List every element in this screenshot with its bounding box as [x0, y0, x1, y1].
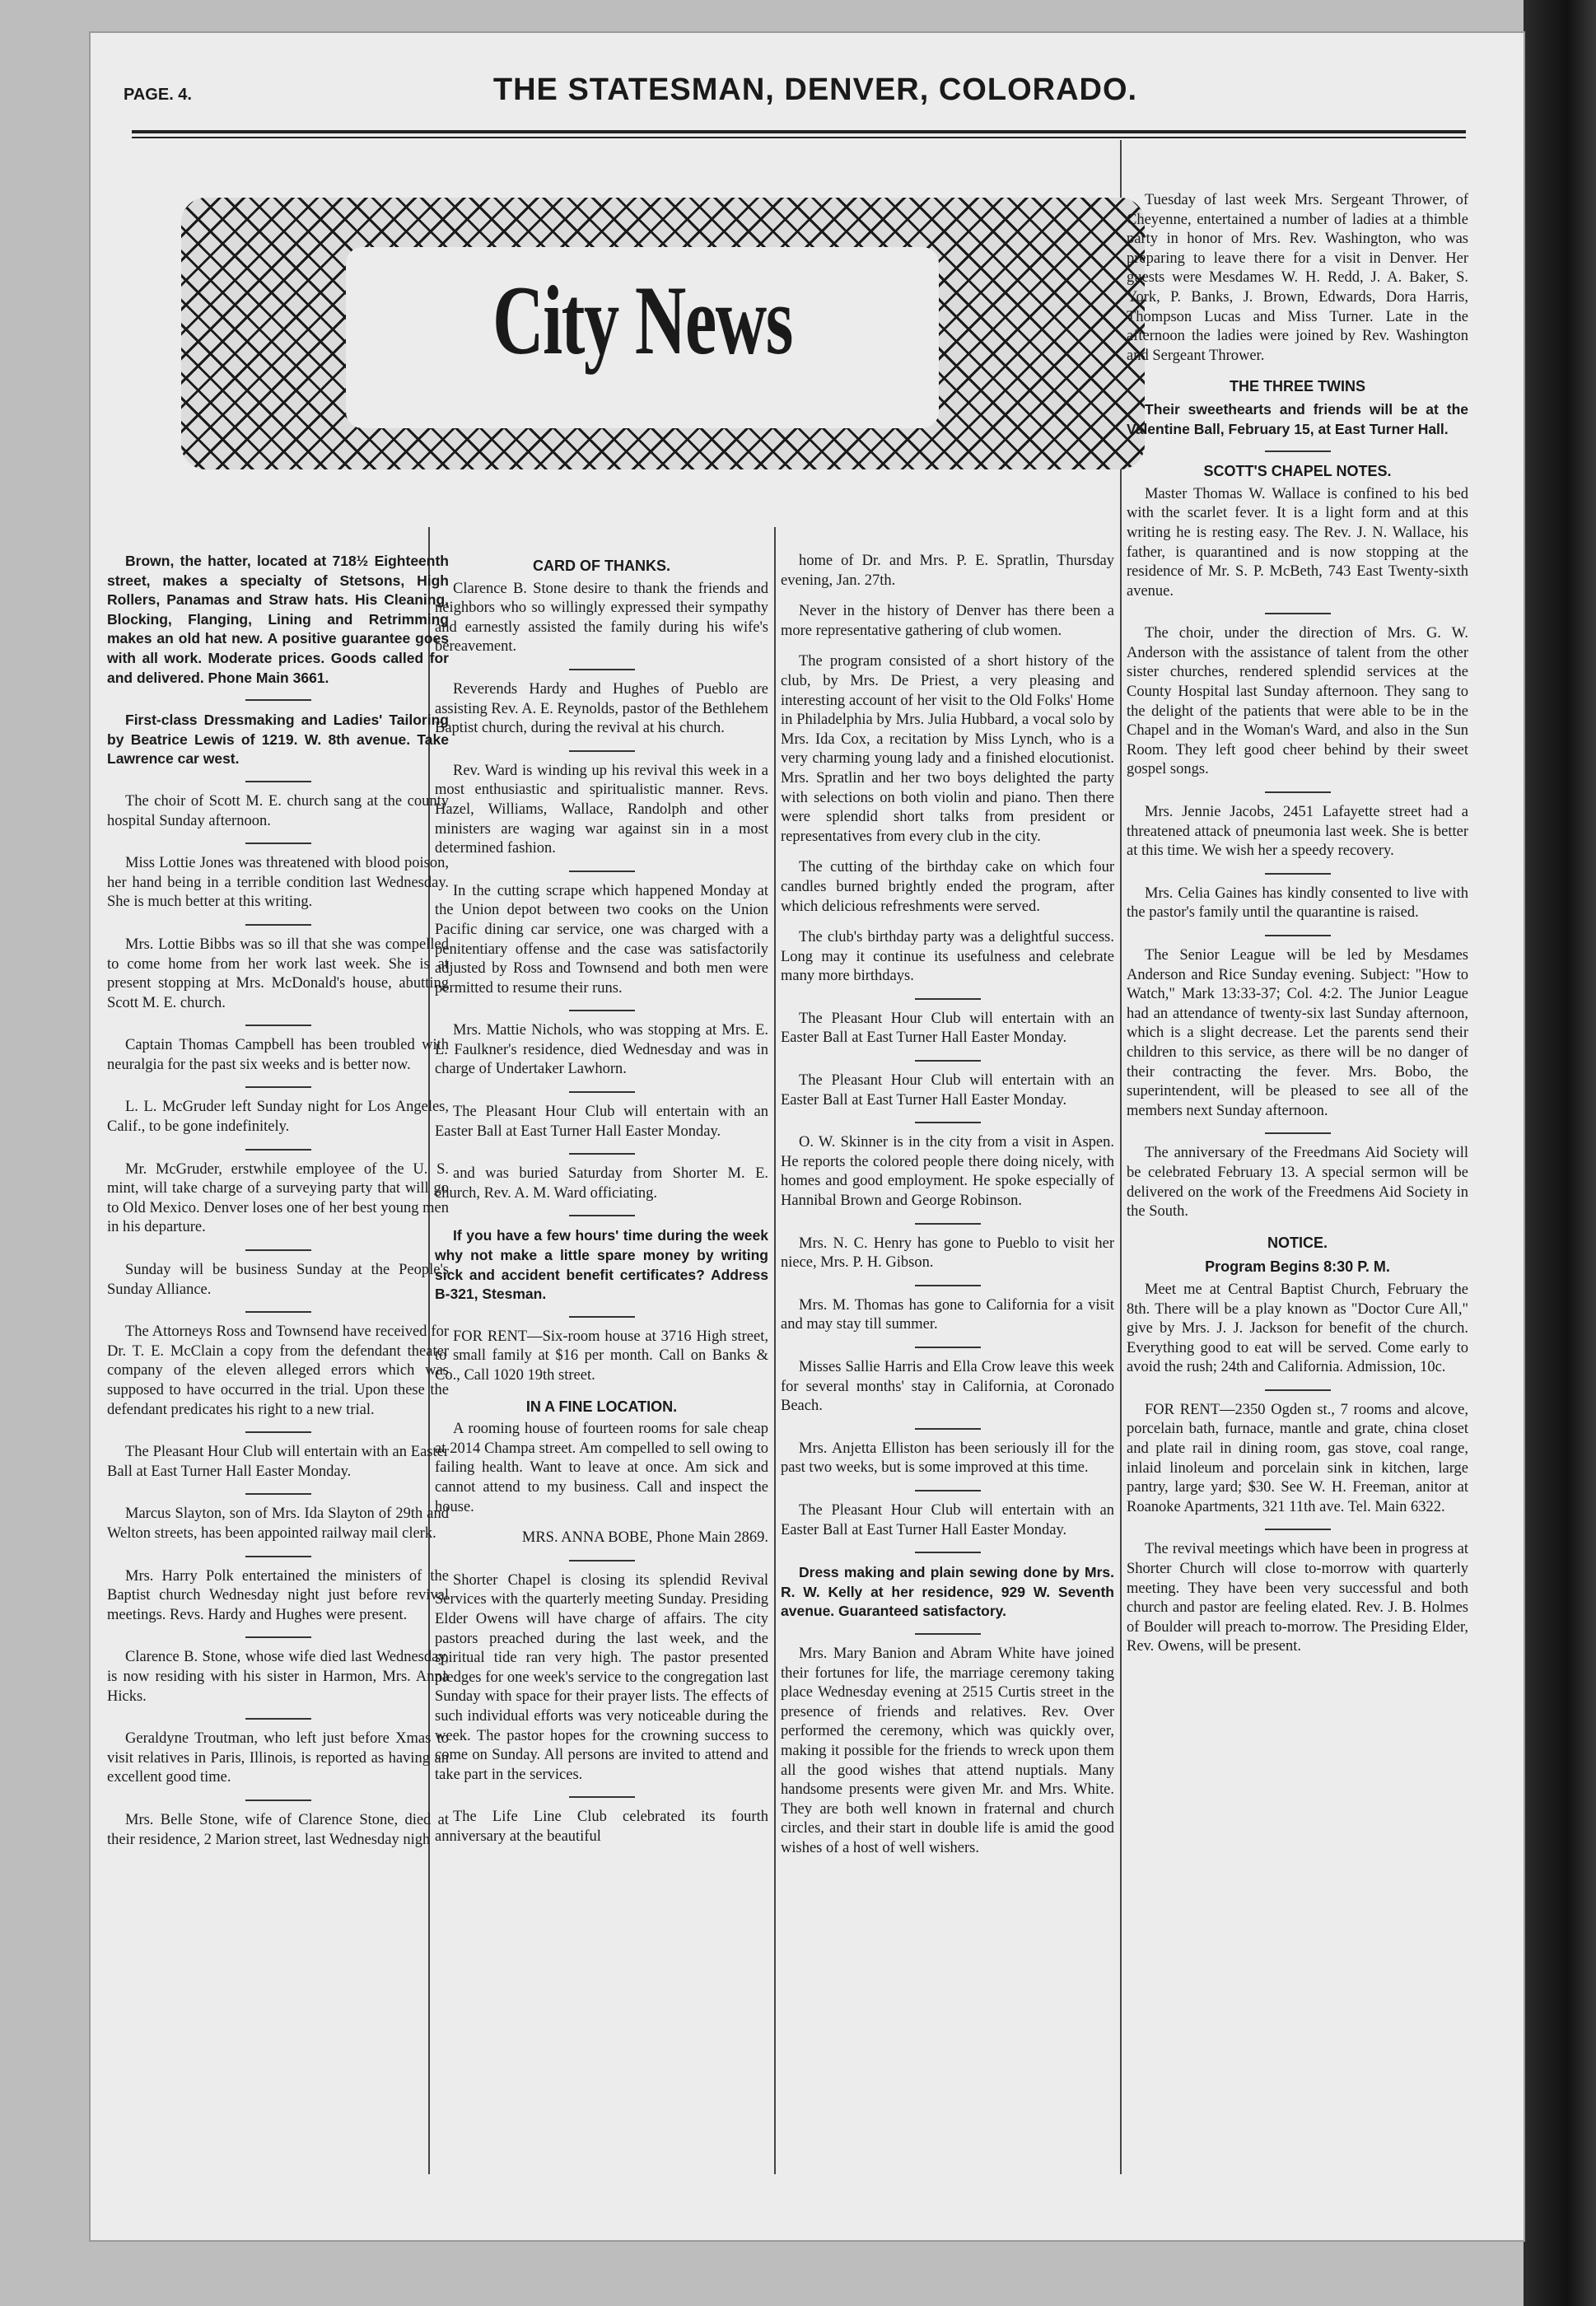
article-separator: [915, 1428, 981, 1430]
article-separator: [245, 1493, 311, 1495]
article-paragraph: Tuesday of last week Mrs. Sergeant Thrower, of Cheyenne, entertained a number of ladies at a thimble party in honor of Mrs. Rev. Washington, who was preparing to leave there for a visit in Denver. Her guests were Mesdames W. H. Redd, J. A. Baker, S. York, P. Banks, J. Brown, Edwards, Dora Harris, Thompson Lucas and Miss Turner. Late in the afternoon the ladies were joined by Rev. Washington and Sergeant Thrower.: [1127, 192, 1468, 364]
article-separator: [915, 1223, 981, 1225]
article-paragraph: Marcus Slayton, son of Mrs. Ida Slayton of 29th and Welton streets, has been appointed railway mail clerk.: [107, 1505, 449, 1542]
article-separator: [569, 1153, 635, 1155]
column-1: [107, 552, 449, 1861]
article-separator: [569, 1796, 635, 1798]
article-paragraph: The revival meetings which have been in progress at Shorter Church will close to-morrow with quarterly meeting. They have been very successful and both church and pastor are feeling elated. Rev. J. B. Holmes of Boulder will preach to-morrow. The Presiding Elder, Rev. Owens, will be present.: [1127, 1541, 1468, 1655]
article-paragraph: The cutting of the birthday cake on which four candles burned brightly ended the program, after which delicious refreshments were served.: [781, 859, 1114, 915]
article-separator: [915, 1347, 981, 1348]
article-paragraph: O. W. Skinner is in the city from a visit in Aspen. He reports the colored people there doing nicely, with homes and good employment. He spoke especially of Hannibal Brown and George Robinson.: [781, 1134, 1114, 1210]
article-paragraph: Captain Thomas Campbell has been troubled with neuralgia for the past six weeks and is better now.: [107, 1037, 449, 1073]
article-separator: [245, 1149, 311, 1151]
article-paragraph: Mrs. M. Thomas has gone to California for a visit and may stay till summer.: [781, 1296, 1114, 1333]
article-separator: [245, 1556, 311, 1557]
article-paragraph: L. L. McGruder left Sunday night for Los Angeles, Calif., to be gone indefinitely.: [107, 1099, 449, 1136]
article-heading: THE THREE TWINS: [1230, 378, 1365, 395]
article-separator: [569, 669, 635, 670]
article-separator: [569, 1560, 635, 1561]
article-separator: [245, 1025, 311, 1026]
article-separator: [1265, 1132, 1331, 1134]
page-number: PAGE. 4.: [124, 86, 192, 104]
article-separator: [1265, 613, 1331, 614]
article-paragraph: Clarence B. Stone, whose wife died last Wednesday, is now residing with his sister in Harmon, Mrs. Anna Hicks.: [107, 1649, 449, 1705]
article-separator: [245, 1086, 311, 1088]
article-paragraph: Miss Lottie Jones was threatened with blood poison, her hand being in a terrible condition last Wednesday. She is much better at this writing.: [107, 855, 449, 911]
article-paragraph: Mrs. Mary Banion and Abram White have joined their fortunes for life, the marriage ceremony taking place Wednesday evening at 2515 Curtis street in the presence of friends and relatives. Rev. Over performed the ceremony, which was quickly over, making it possible for the friends to wreck upon them all the good wishes that attend nuptials. Many handsome presents were given Mr. and Mrs. White. They are both well known in fraternal and church circles, and their start in double life is amid the good wishes of a host of well wishers.: [781, 1645, 1114, 1856]
article-paragraph: The Pleasant Hour Club will entertain with an Easter Ball at East Turner Hall Easter Monday.: [781, 1072, 1114, 1109]
article-paragraph: Meet me at Central Baptist Church, February the 8th. There will be a play known as "Doctor Cure All," give by Mrs. J. J. Jackson for benefit of the church. Everything good to eat will be served. Come early to avoid the rush; 24th and California. Admission, 10c.: [1127, 1281, 1468, 1376]
header-rule-thin: [132, 137, 1466, 138]
article-separator: [915, 998, 981, 1000]
header-rule: [132, 130, 1466, 133]
article-paragraph: Mrs. Lottie Bibbs was so ill that she was compelled to come home from her work last week. She is at present stopping at Mrs. McDonald's house, abutting Scott M. E. church.: [107, 936, 449, 1011]
article-paragraph: First-class Dressmaking and Ladies' Tailoring by Beatrice Lewis of 1219. W. 8th avenue. Take Lawrence car west.: [107, 712, 449, 768]
article-paragraph: Their sweethearts and friends will be at the Valentine Ball, February 15, at East Turner Hall.: [1127, 400, 1468, 437]
article-paragraph: In the cutting scrape which happened Monday at the Union depot between two cooks on the Union Pacific dining car service, one was charged with a penitentiary offense and the case was satisfactorily adjusted by Ross and Townsend and both men were permitted to resume their runs.: [435, 882, 768, 997]
article-paragraph: Mrs. N. C. Henry has gone to Pueblo to visit her niece, Mrs. P. H. Gibson.: [781, 1235, 1114, 1272]
article-paragraph: Dress making and plain sewing done by Mrs. R. W. Kelly at her residence, 929 W. Seventh avenue. Guaranteed satisfactory.: [781, 1564, 1114, 1620]
article-separator: [245, 1431, 311, 1433]
article-signature: MRS. ANNA BOBE, Phone Main 2869.: [521, 1529, 768, 1547]
article-separator: [245, 843, 311, 844]
article-paragraph: Reverends Hardy and Hughes of Pueblo are assisting Rev. A. E. Reynolds, pastor of the Bethlehem Baptist church, during the revival at his church.: [435, 680, 768, 737]
article-paragraph: The Pleasant Hour Club will entertain with an Easter Ball at East Turner Hall Easter Monday.: [781, 1501, 1114, 1538]
column-2: [435, 552, 768, 1858]
article-paragraph: The Pleasant Hour Club will entertain with an Easter Ball at East Turner Hall Easter Monday.: [781, 1010, 1114, 1047]
article-paragraph: Brown, the hatter, located at 718½ Eighteenth street, makes a specialty of Stetsons, High Rollers, Panamas and Straw hats. His Cleaning, Blocking, Flanging, Lining and Retrimming makes an old hat new. A positive guarantee goes with all work. Moderate prices. Goods called for and delivered. Phone Main 3661.: [107, 553, 449, 686]
article-separator: [569, 750, 635, 752]
article-separator: [1265, 873, 1331, 875]
article-paragraph: The anniversary of the Freedmans Aid Society will be celebrated February 13. A special sermon will be delivered on the work of the Freedmens Aid Society in the South.: [1127, 1145, 1468, 1221]
article-separator: [245, 1800, 311, 1801]
page-header: [124, 72, 1474, 122]
article-separator: [245, 1636, 311, 1638]
article-separator: [245, 699, 311, 701]
article-paragraph: The choir, under the direction of Mrs. G. W. Anderson with the assistance of talent from the other sister churches, rendered splendid services at the County Hospital last Sunday afternoon. They sang to the delight of the patients that were able to be in the Chapel and in the Woman's Ward, and also in the Sun Room. They left good cheer behind by their sweet gospel songs.: [1127, 625, 1468, 778]
article-paragraph: Never in the history of Denver has there been a more representative gathering of club women.: [781, 603, 1114, 639]
article-separator: [1265, 1529, 1331, 1530]
article-heading: SCOTT'S CHAPEL NOTES.: [1203, 463, 1392, 480]
column-rule: [774, 527, 776, 2174]
article-paragraph: Master Thomas W. Wallace is confined to his bed with the scarlet fever. It is a light form and at this writing he is resting easy. The Rev. J. N. Wallace, his father, is quarantined and is now stopping at the residence of Mr. S. P. McBeth, 743 East Twenty-sixth avenue.: [1127, 485, 1468, 600]
article-paragraph: The club's birthday party was a delightful success. Long may it continue its usefulness and celebrate many more birthdays.: [781, 929, 1114, 985]
article-separator: [245, 781, 311, 782]
article-separator: [1265, 791, 1331, 793]
article-separator: [1265, 1389, 1331, 1391]
article-separator: [915, 1490, 981, 1491]
article-paragraph: Shorter Chapel is closing its splendid Revival Services with the quarterly meeting Sunday. Presiding Elder Owens will have charge of affairs. The city pastors preached during the last week, and the spiritual tide ran very high. The pastor presented pledges for one week's service to the congregation last Sunday with space for their prayer lists. The effects of such individual efforts was very noticeable during the week. The pastor hopes for the crowning success to come on Sunday. All persons are invited to attend and take part in the services.: [435, 1571, 768, 1783]
section-title: City News: [492, 265, 792, 375]
article-paragraph: FOR RENT—2350 Ogden st., 7 rooms and alcove, porcelain bath, furnace, mantle and grate, china closet and plate rail in dining room, gas stove, coal range, inlaid linoleum and porcelain sink in kitchen, large pantry, large yard; $30. See W. H. Freeman, anitor at Roanoke Apartments, 321 11th ave. Tel. Main 6322.: [1127, 1401, 1468, 1515]
article-paragraph: The Life Line Club celebrated its fourth anniversary at the beautiful: [435, 1809, 768, 1845]
article-paragraph: Clarence B. Stone desire to thank the friends and neighbors who so willingly expressed their sympathy and earnestly assisted the family during his wife's bereavement.: [435, 580, 768, 656]
article-heading: CARD OF THANKS.: [533, 558, 670, 574]
article-paragraph: Mrs. Anjetta Elliston has been seriously ill for the past two weeks, but is some improved at this time.: [781, 1440, 1114, 1477]
article-heading: Program Begins 8:30 P. M.: [1205, 1258, 1390, 1276]
article-separator: [915, 1285, 981, 1286]
article-paragraph: If you have a few hours' time during the week why not make a little spare money by writing sick and accident benefit certificates? Address B-321, Stesman.: [435, 1227, 768, 1303]
article-paragraph: Mrs. Mattie Nichols, who was stopping at Mrs. E. L. Faulkner's residence, died Wednesday and was in charge of Undertaker Lawhorn.: [435, 1022, 768, 1078]
article-paragraph: The choir of Scott M. E. church sang at the county hospital Sunday afternoon.: [107, 792, 449, 829]
article-paragraph: The program consisted of a short history of the club, by Mrs. De Priest, a very pleasing and interesting account of her visit to the Old Folks' Home in Philadelphia by Mrs. Julia Hubbard, a vocal solo by Mrs. Ida Cox, a recitation by Miss Lynch, who is a very charming young lady and a finished elocutionist. Mrs. Spratlin and her two boys delighted the party with selections on both violin and piano. Then there were splendid short talks from president or representatives from every club in the city.: [781, 653, 1114, 845]
article-paragraph: Mrs. Harry Polk entertained the ministers of the Baptist church Wednesday night just before revival meetings. Revs. Hardy and Hughes were present.: [107, 1567, 449, 1623]
article-paragraph: The Senior League will be led by Mesdames Anderson and Rice Sunday evening. Subject: "How to Watch," Mark 13:33-37; Col. 4:2. The Junior League had an attendance of twenty-six last Sunday afternoon, which is a slight decrease. Let the parents send their children to this service, as there will be no danger of their contracting the fever. Mrs. Bobo, the superintendent, will be pleased to see all of the members next Sunday afternoon.: [1127, 947, 1468, 1119]
article-paragraph: Sunday will be business Sunday at the People's Sunday Alliance.: [107, 1262, 449, 1298]
article-separator: [569, 1316, 635, 1318]
article-separator: [1265, 450, 1331, 452]
article-separator: [569, 1010, 635, 1011]
article-paragraph: Mrs. Belle Stone, wife of Clarence Stone, died at their residence, 2 Marion street, last Wednesday nigh: [107, 1811, 449, 1848]
article-paragraph: Mr. McGruder, erstwhile employee of the U. S. mint, will take charge of a surveying party that will go to Old Mexico. Denver loses one of her best young men in his departure.: [107, 1160, 449, 1236]
article-separator: [569, 871, 635, 872]
column-4: [1127, 191, 1468, 1669]
article-paragraph: The Pleasant Hour Club will entertain with an Easter Ball at East Turner Hall Easter Monday.: [435, 1104, 768, 1140]
article-separator: [915, 1122, 981, 1123]
city-news-banner: [156, 156, 1169, 527]
article-paragraph: home of Dr. and Mrs. P. E. Spratlin, Thursday evening, Jan. 27th.: [781, 553, 1114, 589]
article-heading: NOTICE.: [1267, 1234, 1328, 1251]
article-separator: [915, 1633, 981, 1635]
article-paragraph: Rev. Ward is winding up his revival this week in a most enthusiastic and spiritualistic manner. Revs. Hazel, Williams, Wallace, Randolph and other ministers are waging war against sin in a most determined fashion.: [435, 762, 768, 857]
article-paragraph: A rooming house of fourteen rooms for sale cheap at 2014 Champa street. Am compelled to sell owing to failing health. Want to leave at once. Am sick and cannot attend to my business. Call and inspect the house.: [435, 1421, 768, 1515]
article-separator: [245, 1249, 311, 1251]
column-3: [781, 552, 1114, 1870]
article-paragraph: Geraldyne Troutman, who left just before Xmas to visit relatives in Paris, Illinois, is reported as having an excellent good time.: [107, 1730, 449, 1786]
masthead: THE STATESMAN, DENVER, COLORADO.: [492, 72, 1138, 107]
article-paragraph: and was buried Saturday from Shorter M. E. church, Rev. A. M. Ward officiating.: [435, 1165, 768, 1202]
article-paragraph: The Pleasant Hour Club will entertain with an Easter Ball at East Turner Hall Easter Monday.: [107, 1444, 449, 1480]
article-separator: [245, 924, 311, 926]
article-paragraph: The Attorneys Ross and Townsend have received for Dr. T. E. McClain a copy from the defendant theater company of the eleven alleged errors which was supposed to have occurred in the trial. Upon these the defendant predicates his right to a new trial.: [107, 1323, 449, 1418]
article-separator: [569, 1091, 635, 1093]
article-separator: [915, 1060, 981, 1062]
binding-edge: [1524, 0, 1596, 2306]
article-paragraph: Mrs. Jennie Jacobs, 2451 Lafayette street had a threatened attack of pneumonia last week. She is better at this time. We wish her a speedy recovery.: [1127, 804, 1468, 860]
article-separator: [245, 1718, 311, 1720]
article-separator: [915, 1552, 981, 1553]
article-heading: IN A FINE LOCATION.: [525, 1398, 678, 1415]
article-paragraph: Misses Sallie Harris and Ella Crow leave this week for several months' stay in California, at Coronado Beach.: [781, 1359, 1114, 1415]
article-separator: [1265, 935, 1331, 936]
article-paragraph: FOR RENT—Six-room house at 3716 High street, to small family at $16 per month. Call on Banks & Co., Call 1020 19th street.: [435, 1328, 768, 1384]
article-paragraph: Mrs. Celia Gaines has kindly consented to live with the pastor's family until the quarantine is raised.: [1127, 885, 1468, 922]
article-separator: [569, 1215, 635, 1216]
newspaper-page: [91, 33, 1524, 2240]
article-separator: [245, 1311, 311, 1313]
